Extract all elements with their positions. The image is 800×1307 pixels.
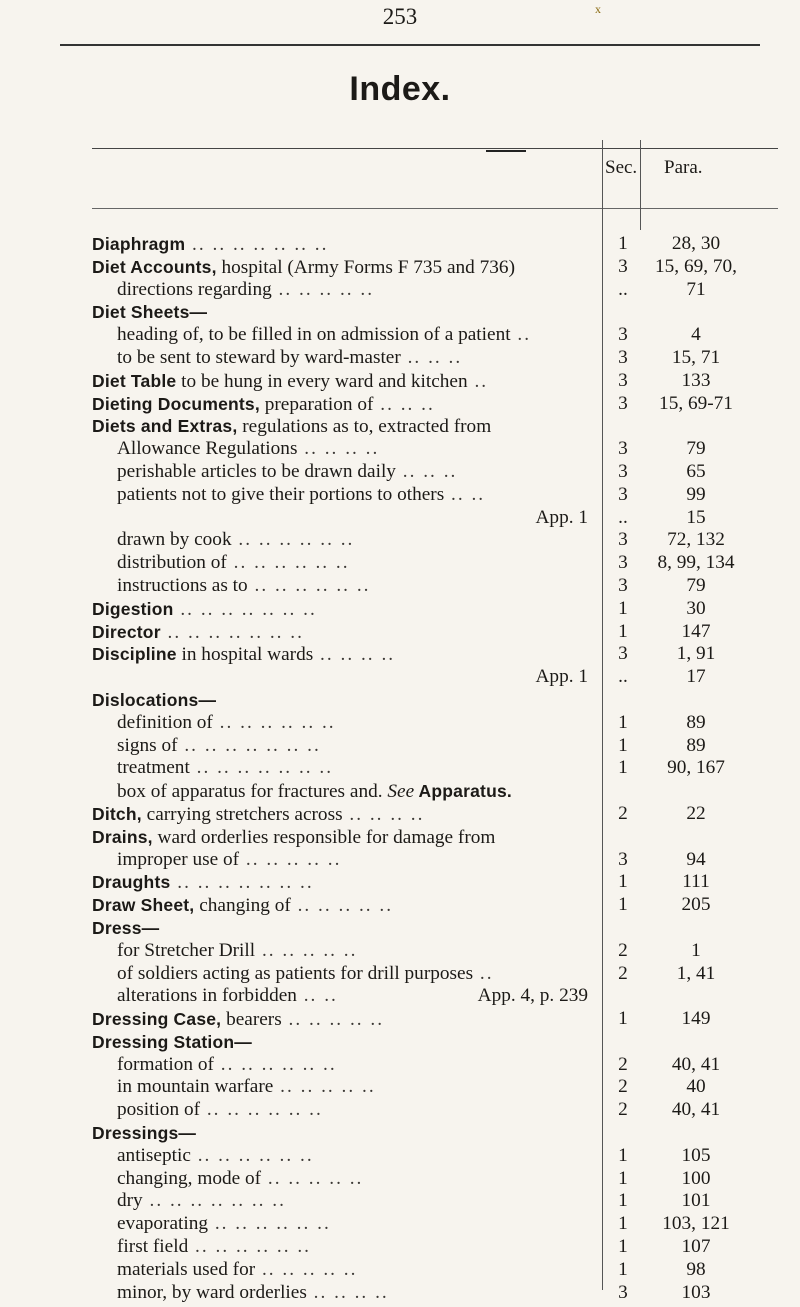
entry-text: [92, 643, 602, 667]
entry-heading: Ditch,: [92, 803, 142, 824]
dot-leaders: .. .. .. .. ..: [290, 895, 394, 917]
index-row: [0, 666, 800, 689]
section-number: 2: [618, 939, 628, 961]
entry-text: [117, 552, 602, 575]
dot-leaders: .. .. ..: [400, 346, 463, 368]
dot-leaders: .. .. .. .. .. ..: [190, 1144, 314, 1166]
paragraph-numbers: 107: [681, 1236, 711, 1258]
dot-leaders: .. .. .. .. ..: [281, 1009, 385, 1031]
entry-text: [92, 621, 602, 645]
entry-text: [117, 438, 602, 461]
paragraph-numbers: 99: [686, 483, 706, 505]
dot-leaders: .. ..: [444, 483, 486, 505]
index-row: [0, 894, 800, 917]
index-row: [0, 256, 800, 279]
entry-text: [117, 1145, 602, 1168]
paragraph-numbers: 72, 132: [667, 529, 725, 551]
section-number: 3: [618, 324, 628, 346]
paragraph-numbers: 15, 71: [671, 346, 721, 368]
entry-text: [92, 256, 602, 280]
header-dash: [486, 150, 526, 152]
index-row: [0, 1259, 800, 1282]
entry-subtext: instructions as to: [117, 574, 248, 596]
paragraph-numbers: 105: [681, 1144, 711, 1166]
entry-text: [92, 689, 602, 713]
entry-text: [117, 940, 602, 963]
appendix-reference: App. 1: [535, 506, 588, 528]
paragraph-numbers: 71: [686, 278, 706, 300]
section-number: 1: [618, 233, 628, 254]
section-number: 1: [618, 757, 628, 779]
entry-subtext: alterations in forbidden: [117, 985, 297, 1007]
dot-leaders: ..: [510, 324, 532, 346]
entry-subtext: position of: [117, 1099, 201, 1121]
see-reference: See: [387, 781, 415, 803]
section-number: 3: [618, 1281, 628, 1303]
paragraph-numbers: 30: [686, 597, 706, 619]
paragraph-numbers: 147: [681, 620, 711, 642]
entry-text: [117, 735, 602, 758]
index-row: [0, 324, 800, 347]
entry-text: [117, 1076, 602, 1099]
section-number: 2: [618, 1099, 628, 1121]
dot-leaders: .. .. .. .. ..: [255, 939, 358, 961]
index-row: [0, 940, 800, 963]
entry-text: [117, 1168, 602, 1191]
dot-leaders: .. .. .. .. .. ..: [212, 711, 336, 733]
section-number: 1: [618, 597, 628, 619]
index-row: [0, 1168, 800, 1191]
section-number: 3: [618, 574, 628, 596]
index-row: [0, 347, 800, 370]
paragraph-numbers: 90, 167: [667, 757, 725, 779]
section-number: 3: [618, 552, 628, 574]
section-number: 2: [618, 1053, 628, 1075]
section-number: 2: [618, 1076, 628, 1098]
entry-text: [117, 1099, 602, 1122]
entry-text: [117, 1190, 602, 1213]
index-row: [0, 780, 800, 803]
index-row: [0, 735, 800, 758]
dot-leaders: ..: [473, 962, 494, 984]
dot-leaders: .. .. .. .. .. ..: [188, 1236, 311, 1258]
section-number: 3: [618, 848, 628, 870]
section-number: 1: [618, 620, 628, 642]
entry-text: [117, 529, 602, 552]
section-number: 1: [618, 894, 628, 916]
dot-leaders: .. .. .. .. .. .. ..: [177, 734, 321, 756]
paragraph-numbers: 15: [686, 506, 706, 528]
paragraph-numbers: 65: [686, 460, 706, 482]
entry-text: [92, 1122, 602, 1146]
entry-heading: Diet Table: [92, 370, 177, 391]
dot-leaders: .. .. .. ..: [313, 644, 396, 666]
entry-heading: Diet Accounts,: [92, 256, 217, 277]
dot-leaders: .. .. .. .. .. .. ..: [173, 598, 317, 620]
entry-text: [117, 461, 602, 484]
entry-heading: Dieting Documents,: [92, 393, 260, 414]
paragraph-numbers: 8, 99, 134: [657, 552, 735, 574]
entry-text: [117, 757, 602, 780]
entry-subtext: drawn by cook: [117, 529, 232, 551]
paragraph-numbers: 79: [686, 438, 706, 460]
entry-subtext: evaporating: [117, 1213, 209, 1235]
entry-heading: Drains,: [92, 826, 153, 847]
paragraph-numbers: 1, 41: [676, 962, 716, 984]
entry-text: [92, 393, 602, 417]
dot-leaders: .. .. .. .. ..: [261, 1167, 364, 1189]
dot-leaders: ..: [467, 370, 489, 392]
entry-subtext: changing of: [194, 895, 291, 917]
index-row: [0, 712, 800, 735]
index-row: [0, 643, 800, 666]
index-row: [0, 301, 800, 324]
index-row: [0, 279, 800, 302]
entry-text: [92, 917, 602, 941]
section-number: 1: [618, 1008, 628, 1030]
entry-subtext: of soldiers acting as patients for drill purposes: [117, 962, 474, 984]
entry-text: [117, 1213, 602, 1236]
entry-subtext: for Stretcher Drill: [117, 939, 256, 961]
paragraph-numbers: 40: [686, 1076, 706, 1098]
dot-leaders: .. .. .. .. .. ..: [226, 552, 350, 574]
index-row: [0, 689, 800, 712]
entry-subtext: bearers: [221, 1009, 282, 1031]
entry-heading: Diets and Extras,: [92, 416, 238, 437]
section-number: 1: [618, 1236, 628, 1258]
dot-leaders: .. .. .. .. .. ..: [213, 1053, 337, 1075]
index-row: [0, 963, 800, 986]
index-row: [0, 415, 800, 438]
index-row: [0, 757, 800, 780]
entry-text: [92, 301, 602, 325]
index-row: [0, 826, 800, 849]
entry-heading: Dressings—: [92, 1123, 197, 1144]
section-number: 3: [618, 529, 628, 551]
entry-subtext: definition of: [117, 711, 213, 733]
paragraph-numbers: 28, 30: [671, 233, 721, 254]
index-row: [0, 370, 800, 393]
section-number: 3: [618, 438, 628, 460]
dot-leaders: .. .. .. .. .. ..: [208, 1213, 331, 1235]
section-number: 2: [618, 802, 628, 824]
entry-subtext: hospital (Army Forms F 735 and 736): [216, 256, 515, 278]
section-number: ..: [618, 666, 628, 688]
entry-subtext: materials used for: [117, 1258, 256, 1280]
entry-subtext: carrying stretchers across: [141, 803, 343, 825]
index-row: [0, 849, 800, 872]
entry-subtext: ward orderlies responsible for damage from: [152, 826, 496, 848]
appendix-reference: App. 1: [535, 666, 588, 688]
section-number: 1: [618, 1213, 628, 1235]
entry-text: [92, 1008, 602, 1032]
page-title: Index.: [349, 70, 451, 108]
index-row: [0, 1122, 800, 1145]
dot-leaders: .. ..: [296, 985, 338, 1007]
paragraph-numbers: 15, 69-71: [659, 392, 733, 414]
entry-heading: Dressing Case,: [92, 1009, 222, 1030]
entry-subtext: perishable articles to be drawn daily: [117, 460, 396, 482]
dot-leaders: .. .. .. .. .. .. ..: [160, 621, 304, 643]
entry-text: [117, 963, 602, 986]
paragraph-numbers: 1: [691, 939, 701, 961]
entry-text: [117, 347, 602, 370]
index-row: [0, 461, 800, 484]
section-number: 3: [618, 392, 628, 414]
index-entries: [0, 233, 800, 1304]
section-number: 3: [618, 643, 628, 665]
dot-leaders: .. .. .. .. .. ..: [231, 529, 355, 551]
index-row: [0, 1282, 800, 1305]
entry-heading: Discipline: [92, 644, 177, 665]
dot-leaders: .. .. .. .. .. ..: [247, 574, 371, 596]
section-number: 1: [618, 734, 628, 756]
entry-subtext: antiseptic: [117, 1144, 191, 1166]
paragraph-numbers: 100: [681, 1167, 711, 1189]
entry-text: [92, 233, 602, 257]
section-number: 1: [618, 871, 628, 893]
para-header: Para.: [664, 157, 703, 178]
entry-heading: Director: [92, 621, 161, 642]
entry-text: [117, 279, 602, 302]
section-number: 3: [618, 346, 628, 368]
entry-text: [92, 894, 602, 918]
index-row: [0, 484, 800, 507]
entry-text: [117, 1282, 602, 1305]
section-number: 3: [618, 255, 628, 277]
entry-subtext: patients not to give their portions to others: [117, 483, 445, 505]
index-row: [0, 575, 800, 598]
entry-heading: Dress—: [92, 917, 160, 938]
section-number: ..: [618, 506, 628, 528]
paragraph-numbers: 17: [686, 666, 706, 688]
section-number: 3: [618, 369, 628, 391]
entry-subtext: regulations as to, extracted from: [237, 416, 492, 438]
index-row: [0, 803, 800, 826]
dot-leaders: .. .. .. .. .. ..: [200, 1099, 323, 1121]
index-row: [0, 1008, 800, 1031]
paragraph-numbers: 79: [686, 574, 706, 596]
index-row: [0, 871, 800, 894]
entry-subtext: signs of: [117, 734, 178, 756]
entry-subtext: directions regarding: [117, 278, 272, 300]
paragraph-numbers: 4: [691, 324, 701, 346]
paragraph-numbers: 40, 41: [671, 1099, 721, 1121]
paragraph-numbers: 103: [681, 1281, 711, 1303]
entry-heading: Draw Sheet,: [92, 895, 195, 916]
sec-header: Sec.: [605, 157, 638, 178]
index-row: [0, 438, 800, 461]
section-number: ..: [618, 278, 628, 300]
entry-heading: Dislocations—: [92, 689, 217, 710]
paragraph-numbers: 149: [681, 1008, 711, 1030]
entry-text: [117, 1236, 602, 1259]
entry-text: [92, 415, 602, 439]
entry-subtext: to be hung in every ward and kitchen: [176, 370, 468, 392]
dot-leaders: .. .. .. .. ..: [255, 1258, 358, 1280]
entry-heading: Draughts: [92, 872, 171, 893]
entry-text: [92, 803, 602, 827]
paragraph-numbers: 98: [686, 1258, 706, 1280]
index-row: [0, 1031, 800, 1054]
see-target: Apparatus.: [414, 781, 512, 802]
paragraph-numbers: 40, 41: [671, 1053, 721, 1075]
section-number: 1: [618, 711, 628, 733]
index-row: [0, 1054, 800, 1077]
dot-leaders: .. .. .. .. ..: [273, 1076, 376, 1098]
entry-subtext: distribution of: [117, 552, 227, 574]
index-row: [0, 621, 800, 644]
entry-subtext: treatment: [117, 757, 190, 779]
entry-subtext: heading of, to be filled in on admission of a patient: [117, 324, 511, 346]
index-row: [0, 1076, 800, 1099]
entry-subtext: dry: [117, 1190, 143, 1212]
paragraph-numbers: 101: [681, 1190, 711, 1212]
entry-text: [117, 1259, 602, 1282]
index-row: [0, 552, 800, 575]
index-row: [0, 598, 800, 621]
index-row: [0, 393, 800, 416]
para-column-divider: [640, 140, 641, 230]
index-row: [0, 1213, 800, 1236]
paragraph-numbers: 205: [681, 894, 711, 916]
section-number: 3: [618, 460, 628, 482]
paragraph-numbers: 1, 91: [676, 643, 716, 665]
dot-leaders: .. .. .. .. ..: [239, 848, 342, 870]
index-row: [0, 507, 800, 530]
entry-subtext: first field: [117, 1236, 189, 1258]
index-row: [0, 917, 800, 940]
index-row: [0, 1236, 800, 1259]
dot-leaders: .. .. .. .. .. .. ..: [189, 757, 334, 779]
entry-text: [117, 712, 602, 735]
entry-subtext: improper use of: [117, 848, 240, 870]
entry-text: [117, 1054, 602, 1077]
dot-leaders: .. .. ..: [395, 460, 458, 482]
dot-leaders: .. .. .. ..: [297, 438, 380, 460]
entry-subtext: in hospital wards: [176, 644, 314, 666]
index-row: [0, 1099, 800, 1122]
section-number: 1: [618, 1144, 628, 1166]
entry-subtext: formation of: [117, 1053, 214, 1075]
entry-text: [92, 826, 602, 850]
entry-heading: Dressing Station—: [92, 1031, 252, 1052]
paragraph-numbers: 15, 69, 70,: [655, 255, 737, 277]
entry-subtext: in mountain warfare: [117, 1076, 274, 1098]
entry-text: [117, 575, 602, 598]
entry-text: [117, 780, 602, 804]
section-number: 2: [618, 962, 628, 984]
dot-leaders: .. .. .. .. ..: [271, 278, 375, 300]
dot-leaders: .. .. .. .. .. .. ..: [170, 872, 314, 894]
entry-subtext: to be sent to steward by ward-master: [117, 346, 401, 368]
header-rule-top: [92, 148, 778, 149]
entry-text: [117, 484, 602, 507]
entry-subtext: Allowance Regulations: [117, 438, 298, 460]
corner-mark: x: [595, 2, 601, 16]
entry-subtext: preparation of: [259, 393, 374, 415]
paragraph-numbers: 22: [686, 802, 706, 824]
page-number: 253: [382, 4, 418, 29]
index-row: [0, 1145, 800, 1168]
entry-text: [92, 1031, 602, 1055]
entry-subtext: changing, mode of: [117, 1167, 262, 1189]
top-rule: [60, 44, 760, 46]
dot-leaders: .. .. .. ..: [342, 803, 425, 825]
entry-text: [117, 849, 602, 872]
paragraph-numbers: 94: [686, 848, 706, 870]
index-row: [0, 985, 800, 1008]
section-number: 1: [618, 1167, 628, 1189]
paragraph-numbers: 89: [686, 734, 706, 756]
header-rule-bottom: [92, 208, 778, 209]
entry-text: [92, 598, 602, 622]
index-row: [0, 1190, 800, 1213]
paragraph-numbers: 89: [686, 711, 706, 733]
dot-leaders: .. .. .. .. .. .. ..: [142, 1190, 286, 1212]
paragraph-numbers: 111: [682, 871, 710, 893]
index-row: [0, 529, 800, 552]
entry-subtext: minor, by ward orderlies: [117, 1281, 307, 1303]
dot-leaders: .. .. ..: [373, 393, 435, 415]
paragraph-numbers: 133: [681, 369, 711, 391]
entry-heading: Diaphragm: [92, 234, 186, 254]
entry-text: [92, 370, 602, 394]
entry-heading: Digestion: [92, 598, 174, 619]
entry-text: [92, 871, 602, 895]
section-number: 1: [618, 1190, 628, 1212]
entry-text: [117, 324, 602, 347]
section-number: 1: [618, 1258, 628, 1280]
section-number: 3: [618, 483, 628, 505]
entry-subtext: box of apparatus for fractures and.: [117, 781, 388, 803]
index-row: [0, 233, 800, 256]
dot-leaders: .. .. .. .. .. .. ..: [185, 234, 329, 255]
dot-leaders: .. .. .. ..: [306, 1281, 389, 1303]
appendix-reference: App. 4, p. 239: [477, 985, 588, 1007]
paragraph-numbers: 103, 121: [662, 1213, 730, 1235]
entry-heading: Diet Sheets—: [92, 302, 208, 323]
